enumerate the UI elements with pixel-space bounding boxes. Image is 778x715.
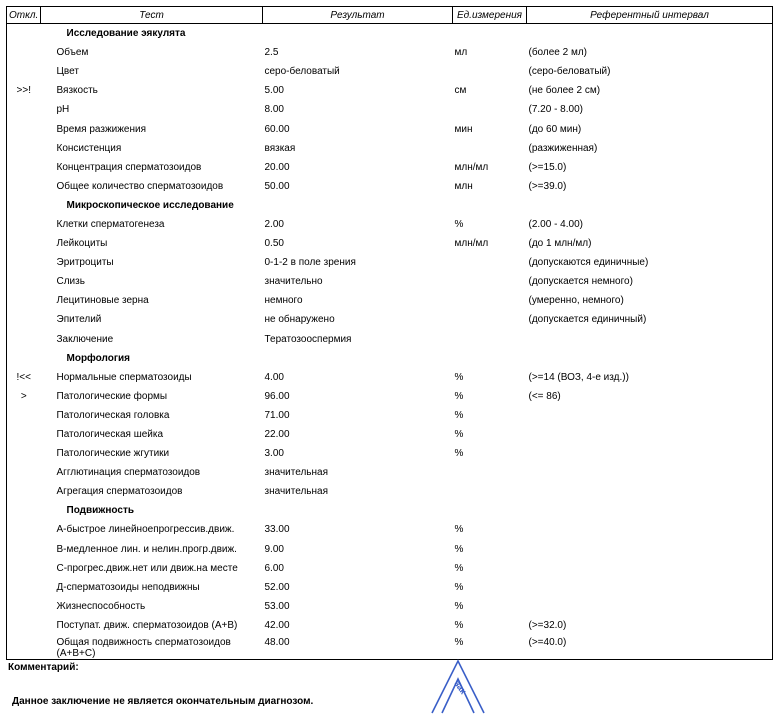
reference-interval: (серо-беловатый) [528,66,611,78]
result-value: Тератозооспермия [264,333,352,345]
test-name: Клетки сперматогенеза [56,218,165,230]
deviation-flag [7,177,41,196]
deviation-flag [7,463,41,482]
table-row [7,559,773,578]
deviation-flag [7,234,41,253]
result-value: 3.00 [264,448,284,460]
table-row [7,444,773,463]
deviation-flag [7,119,41,138]
table-row [7,272,773,291]
reference-interval [527,444,773,463]
deviation-flag [7,406,41,425]
test-name: Объем [56,47,89,59]
test-name: Общая подвижность сперматозоидов (A+B+C) [56,637,231,659]
table-body [7,24,773,660]
reference-interval: (>=32.0) [528,619,567,631]
reference-interval [527,330,773,349]
table-row [7,215,773,234]
table-row [7,119,773,138]
section-header-row [7,196,773,215]
table-row [7,616,773,635]
unit-value: млн [454,180,473,192]
deviation-flag: > [20,390,27,402]
unit-value [453,310,527,329]
unit-value [453,62,527,81]
section-header-row [7,24,773,44]
test-name: Заключение [56,333,114,345]
test-name: Агрегация сперматозоидов [56,486,183,498]
test-name: Цвет [56,66,79,78]
reference-interval [527,578,773,597]
deviation-flag [7,43,41,62]
test-name: Эпителий [56,314,102,326]
result-value: 4.00 [264,371,284,383]
result-value: 20.00 [264,161,290,173]
table-row [7,578,773,597]
deviation-flag [7,310,41,329]
deviation-flag [7,520,41,539]
test-name: С-прогрес.движ.нет или движ.на месте [56,562,238,574]
test-name: Концентрация сперматозоидов [56,161,202,173]
deviation-flag [7,597,41,616]
deviation-flag [7,330,41,349]
deviation-flag [7,291,41,310]
reference-interval: (2.00 - 4.00) [528,218,583,230]
test-name: pH [56,104,70,116]
table-row [7,635,773,660]
unit-value: мин [454,123,473,135]
table-row [7,425,773,444]
header-unit: Ед.измерения [453,7,527,24]
table-row [7,330,773,349]
reference-interval: (умеренно, немного) [528,295,624,307]
result-value: вязкая [264,142,296,154]
unit-value [453,330,527,349]
reference-interval: (>=14 (ВОЗ, 4-е изд.)) [528,371,629,383]
result-value: 5.00 [264,85,284,97]
table-row [7,406,773,425]
reference-interval [527,463,773,482]
result-value: 96.00 [264,390,290,402]
table-row [7,253,773,272]
unit-value [453,139,527,158]
test-name: Агглютинация сперматозоидов [56,467,201,479]
header-test: Тест [41,7,263,24]
section-flag-cell [7,501,41,520]
deviation-flag [7,158,41,177]
result-value: серо-беловатый [264,66,340,78]
section-title: Микроскопическое исследование [66,199,234,211]
test-name: Вязкость [56,85,98,97]
unit-value [453,482,527,501]
table-row [7,100,773,119]
deviation-flag [7,482,41,501]
header-reference: Референтный интервал [527,7,773,24]
reference-interval: (допускаются единичные) [528,257,649,269]
deviation-flag [7,540,41,559]
test-name: Лейкоциты [56,238,108,250]
reference-interval: (7.20 - 8.00) [528,104,583,116]
deviation-flag [7,444,41,463]
section-header-row [7,349,773,368]
result-value: 9.00 [264,543,284,555]
table-row [7,463,773,482]
result-value: 50.00 [264,180,290,192]
unit-value [453,272,527,291]
unit-value: % [454,524,464,536]
lab-stamp [418,655,498,715]
reference-interval: (не более 2 см) [528,85,601,97]
table-row [7,597,773,616]
unit-value: см [454,85,467,97]
table-header [7,7,773,24]
result-value: значительная [264,486,328,498]
unit-value [453,100,527,119]
result-value: 0-1-2 в поле зрения [264,257,356,269]
test-name: Общее количество сперматозоидов [56,180,224,192]
disclaimer-text: Данное заключение не является окончательным диагнозом. [12,696,314,707]
table-row [7,540,773,559]
table-row [7,482,773,501]
unit-value: % [454,218,464,230]
result-value: не обнаружено [264,314,335,326]
table-row [7,291,773,310]
reference-interval [527,425,773,444]
unit-value: % [454,600,464,612]
reference-interval: (допускается единичный) [528,314,647,326]
unit-value: % [454,581,464,593]
deviation-flag [7,100,41,119]
test-name: Консистенция [56,142,122,154]
reference-interval: (допускается немного) [528,276,633,288]
comment-label: Комментарий: [8,662,79,673]
section-flag-cell [7,196,41,215]
deviation-flag [7,62,41,81]
unit-value: % [454,562,464,574]
test-name: Д-сперматозоиды неподвижны [56,581,200,593]
unit-value: млн/мл [454,161,489,173]
results-table [6,6,773,660]
result-value: значительная [264,467,328,479]
result-value: немного [264,295,303,307]
header-deviation: Откл. [7,7,41,24]
test-name: А-быстрое линейноепрогрессив.движ. [56,524,235,536]
result-value: 42.00 [264,619,290,631]
deviation-flag [7,215,41,234]
lab-report-sheet [6,6,772,660]
unit-value: % [454,619,464,631]
reference-interval [527,482,773,501]
section-title: Исследование эякулята [66,28,186,40]
test-name: Нормальные сперматозоиды [56,371,192,383]
reference-interval [527,520,773,539]
reference-interval [527,559,773,578]
result-value: 0.50 [264,238,284,250]
section-flag-cell [7,349,41,368]
reference-interval [527,540,773,559]
test-name: Патологическая головка [56,409,170,421]
result-value: 53.00 [264,600,290,612]
test-name: Жизнеспособность [56,600,146,612]
result-value: 71.00 [264,409,290,421]
table-row [7,520,773,539]
result-value: 8.00 [264,104,284,116]
unit-value: % [454,543,464,555]
table-row [7,368,773,387]
table-row [7,387,773,406]
result-value: 48.00 [264,637,290,648]
unit-value: % [454,637,464,648]
reference-interval: (>=40.0) [528,637,567,648]
section-title: Подвижность [66,505,135,517]
test-name: Патологические формы [56,390,168,402]
unit-value: % [454,448,464,460]
table-row [7,62,773,81]
unit-value: млн/мл [454,238,489,250]
deviation-flag [7,253,41,272]
section-flag-cell [7,24,41,44]
table-row [7,158,773,177]
unit-value [453,253,527,272]
unit-value: % [454,429,464,441]
test-name: Эритроциты [56,257,114,269]
table-row [7,310,773,329]
deviation-flag [7,578,41,597]
test-name: Слизь [56,276,85,288]
test-name: Время разжижения [56,123,147,135]
deviation-flag [7,616,41,635]
test-name: Патологические жгутики [56,448,170,460]
table-row [7,139,773,158]
unit-value: мл [454,47,468,59]
reference-interval: (более 2 мл) [528,47,588,59]
unit-value [453,291,527,310]
deviation-flag [7,272,41,291]
unit-value: % [454,390,464,402]
reference-interval: (до 1 млн/мл) [528,238,592,250]
result-value: 33.00 [264,524,290,536]
stamp-text: зак [452,678,469,696]
result-value: 52.00 [264,581,290,593]
result-value: 22.00 [264,429,290,441]
test-name: В-медленное лин. и нелин.прогр.движ. [56,543,237,555]
result-value: 60.00 [264,123,290,135]
unit-value [453,463,527,482]
deviation-flag: !<< [16,371,31,383]
result-value: 2.5 [264,47,279,59]
test-name: Лецитиновые зерна [56,295,149,307]
test-name: Поступат. движ. сперматозоидов (A+B) [56,619,238,631]
reference-interval [527,406,773,425]
reference-interval: (разжиженная) [528,142,598,154]
result-value: 2.00 [264,218,284,230]
unit-value: % [454,409,464,421]
result-value: значительно [264,276,323,288]
reference-interval [527,597,773,616]
deviation-flag [7,139,41,158]
table-row [7,177,773,196]
table-row [7,234,773,253]
deviation-flag [7,635,41,660]
test-name: Патологическая шейка [56,429,164,441]
section-header-row [7,501,773,520]
unit-value: % [454,371,464,383]
reference-interval: (<= 86) [528,390,561,402]
reference-interval: (>=15.0) [528,161,567,173]
deviation-flag: >>! [16,85,31,97]
header-result: Результат [263,7,453,24]
table-row [7,43,773,62]
result-value: 6.00 [264,562,284,574]
deviation-flag [7,425,41,444]
section-title: Морфология [66,352,131,364]
reference-interval: (>=39.0) [528,180,567,192]
deviation-flag [7,559,41,578]
table-row [7,81,773,100]
reference-interval: (до 60 мин) [528,123,582,135]
